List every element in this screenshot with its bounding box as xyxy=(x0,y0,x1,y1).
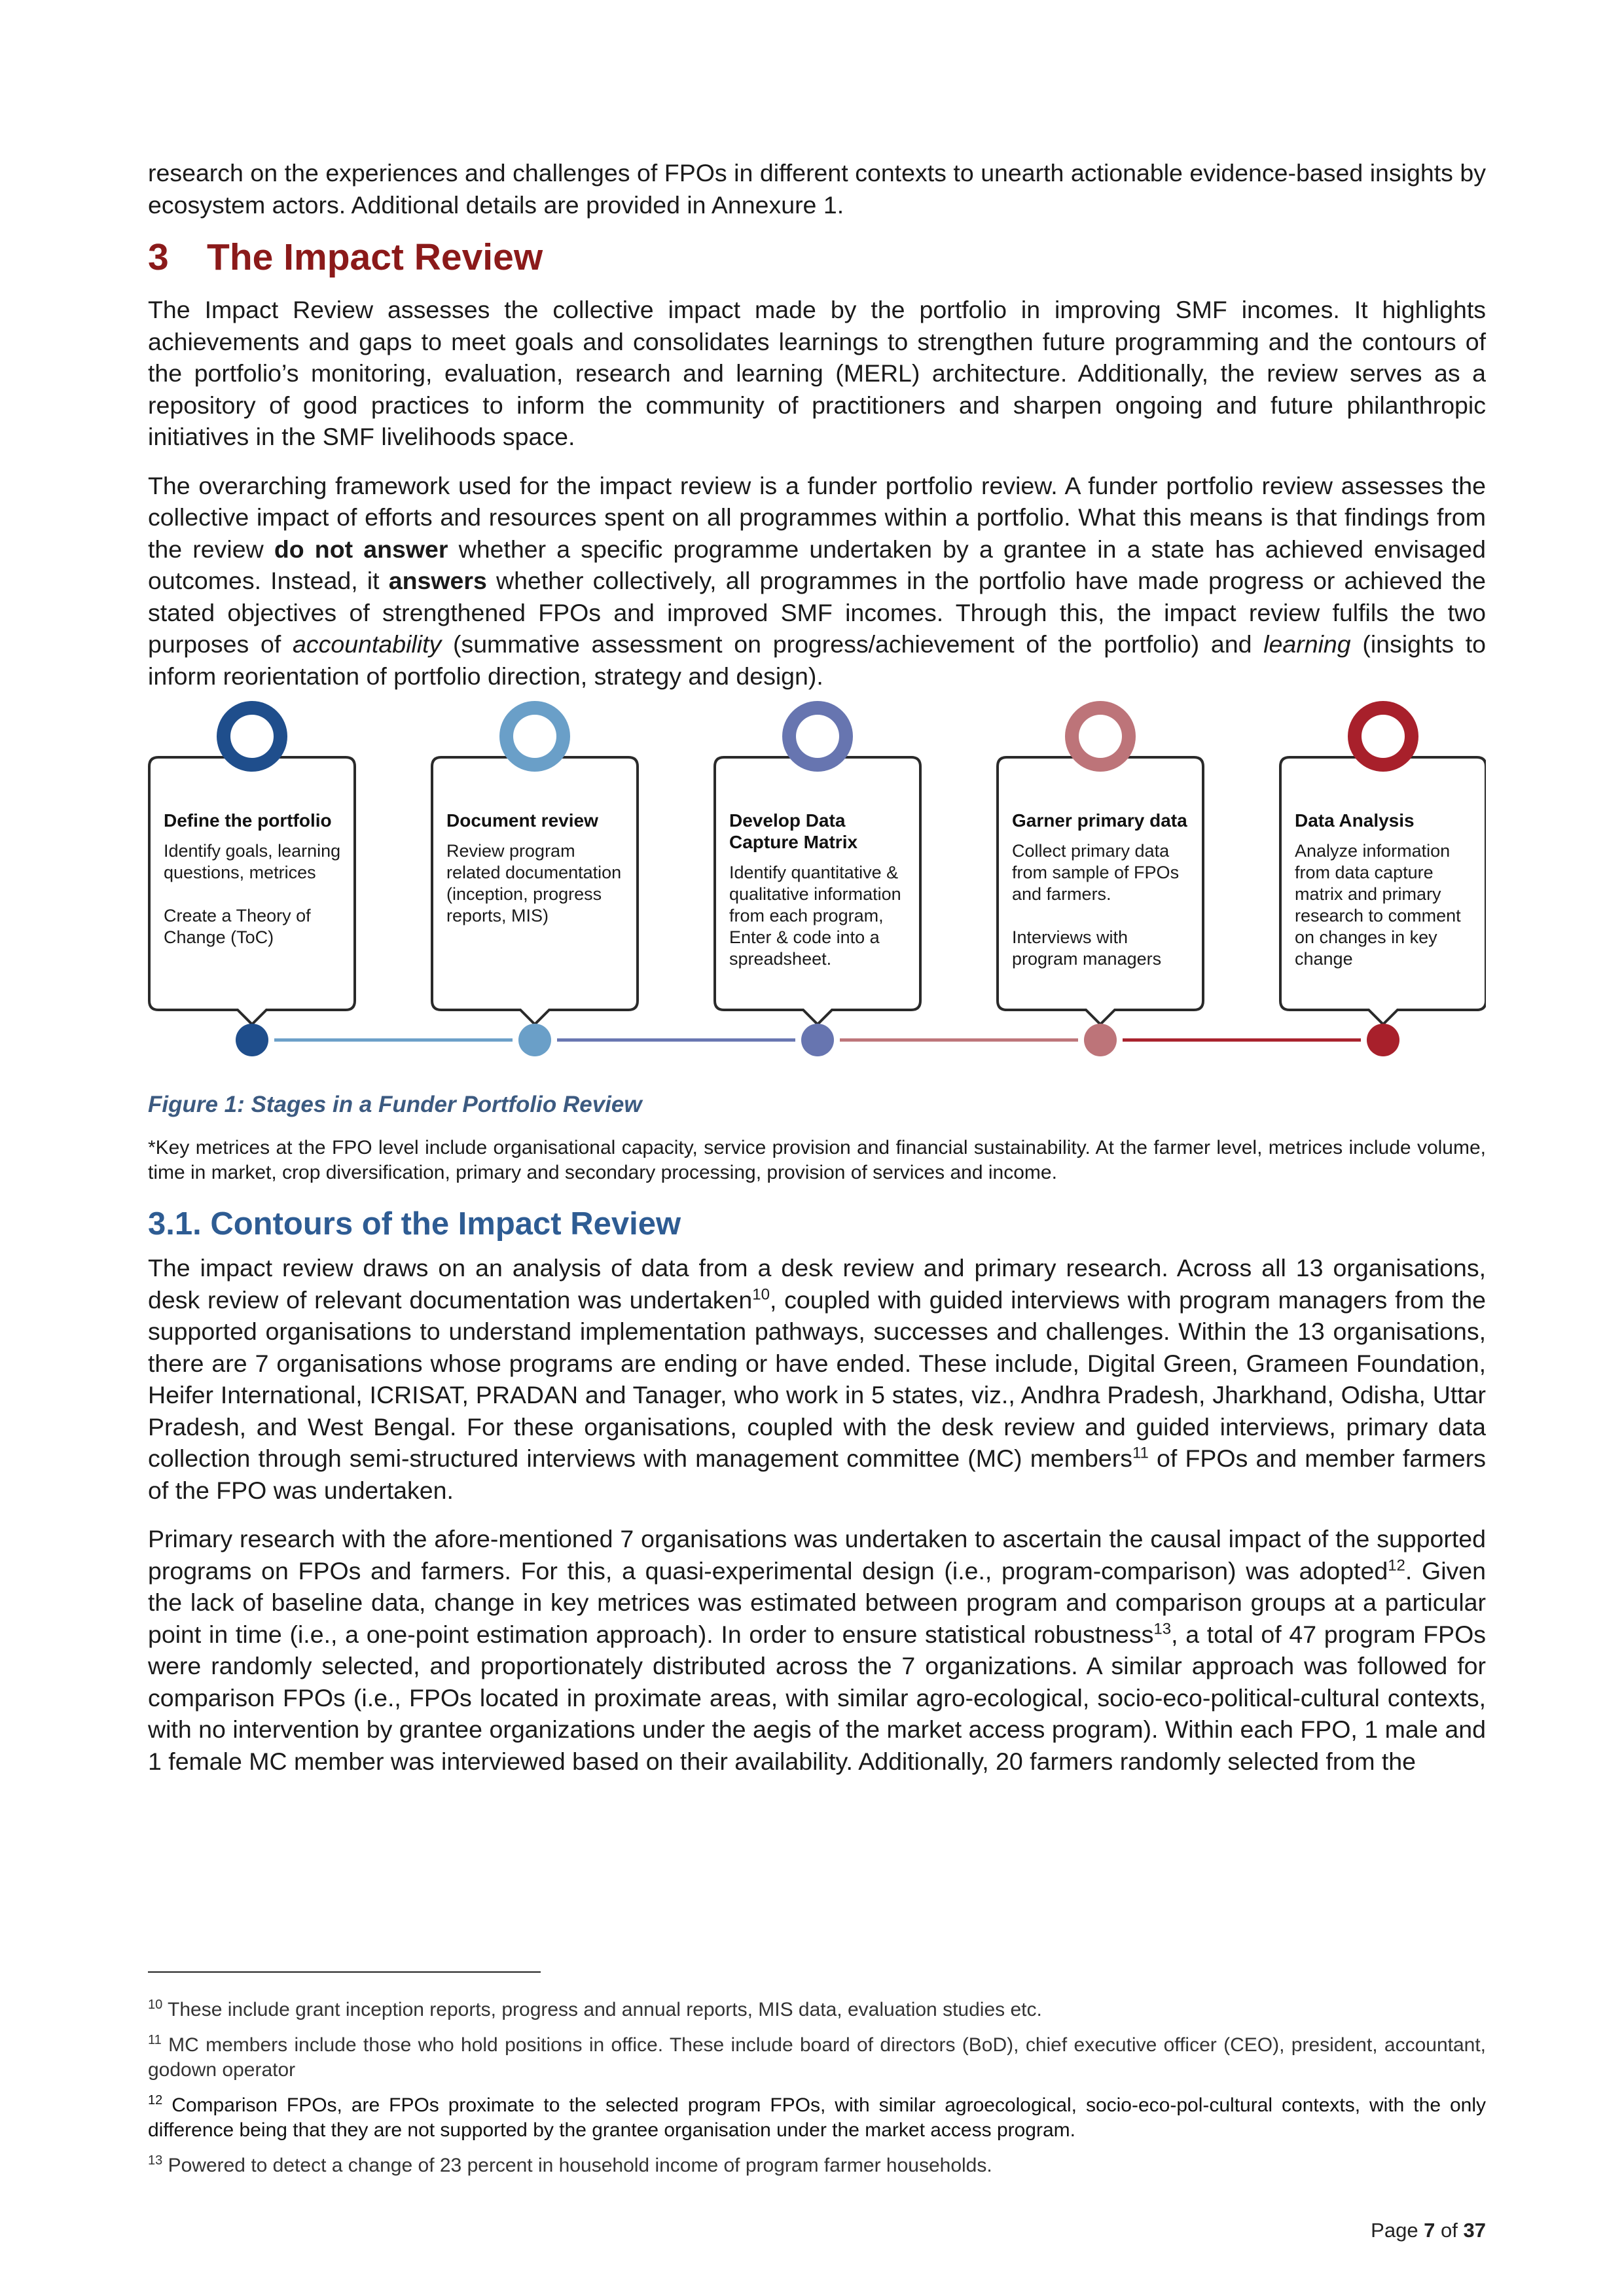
footnote-10: $^{10}$ These include grant inception reports, progress and annual reports, MIS data, evaluation studies etc. xyxy=(148,1998,1042,2020)
stage-box xyxy=(1280,757,1486,1010)
contours-paragraph-1: The impact review draws on an analysis of data from a desk review and primary research. Across all 13 organisations, desk review of relevant documentation was undertaken$^{10}$, coupled with guided interviews with program managers from the supported organisations to understand implementation pathways, successes and challenges. Within the 13 organisations, there are 7 organisations whose programs are ending or have ended. These include, Digital Green, Grameen Foundation, Heifer International, ICRISAT, PRADAN and Tanager, who work in 5 states, viz., Andhra Pradesh, Jharkhand, Odisha, Uttar Pradesh, and West Bengal. For these organisations, coupled with the desk review and guided interviews, primary data collection through semi-structured interviews with management committee (MC) members$^{11}$ of FPOs and member farmers of the FPO was undertaken. xyxy=(148,1254,1486,1504)
stage-box xyxy=(715,757,920,1010)
section-title: The Impact Review xyxy=(207,236,543,278)
emphasis-accountability: accountability xyxy=(293,630,442,658)
figure-caption: Figure 1: Stages in a Funder Portfolio Review xyxy=(148,1092,642,1117)
stage-box xyxy=(998,757,1203,1010)
timeline-dot xyxy=(518,1024,551,1056)
stage-description: Review program related documentation (inception, progress reports, MIS) xyxy=(446,841,622,925)
stage-box xyxy=(432,757,638,1010)
portfolio-review-figure xyxy=(148,698,1486,1078)
section-3-1-heading: 3.1. Contours of the Impact Review xyxy=(148,1206,681,1242)
stage-description: Collect primary data from sample of FPOs and farmers. Interviews with program managers xyxy=(1012,841,1180,969)
footnote-13: $^{13}$ Powered to detect a change of 23 percent in household income of program farmer households. xyxy=(148,2153,992,2176)
timeline-dot xyxy=(1084,1024,1117,1056)
stage-ring-hole xyxy=(1079,715,1122,758)
section-number: 3 xyxy=(148,236,169,278)
emphasis-answers: answers xyxy=(388,567,487,594)
footnote-ref-12: 12 xyxy=(1388,1556,1405,1574)
stage-title: Develop Data Capture Matrix xyxy=(729,810,858,852)
footnote-ref-13: 13 xyxy=(1153,1620,1172,1638)
stage-description: Identify quantitative & qualitative information from each program, Enter & code into a spreadsheet. xyxy=(729,863,901,969)
stage-title: Define the portfolio xyxy=(164,810,332,831)
emphasis-do-not-answer: do not answer xyxy=(274,535,448,563)
footnote-separator xyxy=(148,1971,541,1973)
footnotes xyxy=(148,1998,1486,2189)
stage-box xyxy=(149,757,355,1010)
figure-note: *Key metrices at the FPO level include organisational capacity, service provision and financial sustainability. At the farmer level, metrices include volume, time in market, crop diversification, primary and secondary processing, provision of services and income. xyxy=(148,1137,1486,1183)
stage-description: Identify goals, learning questions, metrices Create a Theory of Change (ToC) xyxy=(164,841,341,947)
section-3-heading xyxy=(148,231,1486,283)
timeline-dot xyxy=(236,1024,268,1056)
footnote-11: $^{11}$ MC members include those who hold positions in office. These include board of directors (BoD), chief executive officer (CEO), president, accountant, godown operator xyxy=(148,2033,1486,2081)
footnote-ref-10: 10 xyxy=(752,1285,770,1303)
stage-title: Garner primary data xyxy=(1012,810,1187,831)
stage-ring-hole xyxy=(796,715,839,758)
contours-paragraph-2: Primary research with the afore-mentioned 7 organisations was undertaken to ascertain the causal impact of the supported programs on FPOs and farmers. For this, a quasi-experimental design (i.e., program-comparison) was adopted$^{12}$. Given the lack of baseline data, change in key metrices was estimated between program and comparison groups at a particular point in time (i.e., a one-point estimation approach). In order to ensure statistical robustness$^{13}$, a total of 47 program FPOs were randomly selected, and proportionately distributed across the 7 organizations. A similar approach was followed for comparison FPOs (i.e., FPOs located in proximate areas, with similar agro-ecological, socio-eco-political-cultural contexts, with no intervention by grantee organizations under the aegis of the market access program). Within each FPO, 1 male and 1 female MC member was interviewed based on their availability. Additionally, 20 farmers randomly selected from the xyxy=(148,1525,1486,1775)
timeline-dot xyxy=(801,1024,834,1056)
impact-review-paragraph-1: The Impact Review assesses the collective impact made by the portfolio in improving SMF incomes. It highlights achievements and gaps to meet goals and consolidates learnings to strengthen future programming and the contours of the portfolio’s monitoring, evaluation, research and learning (MERL) architecture. Additionally, the review serves as a repository of good practices to inform the community of practitioners and sharpen ongoing and future philanthropic initiatives in the SMF livelihoods space. xyxy=(148,296,1486,450)
stage-title: Data Analysis xyxy=(1295,810,1415,831)
stage-ring-hole xyxy=(513,715,556,758)
emphasis-learning: learning xyxy=(1263,630,1351,658)
footnote-ref-11: 11 xyxy=(1132,1444,1149,1462)
stage-description: Analyze information from data capture matrix and primary research to comment on changes in key change xyxy=(1295,841,1461,969)
stage-title: Document review xyxy=(446,810,598,831)
page-number: Page 7 of 37 xyxy=(1371,2219,1486,2242)
intro-paragraph: research on the experiences and challenges of FPOs in different contexts to unearth actionable evidence-based insights by ecosystem actors. Additional details are provided in Annexure 1. xyxy=(148,159,1486,219)
timeline-dot xyxy=(1367,1024,1399,1056)
stage-ring-hole xyxy=(1362,715,1405,758)
impact-review-paragraph-2: The overarching framework used for the impact review is a funder portfolio review. A funder portfolio review assesses the collective impact of efforts and resources spent on all programmes within a portfolio. What this means is that findings from the review do not answer whether a specific programme undertaken by a grantee in a state has achieved envisaged outcomes. Instead, it answers whether collectively, all programmes in the portfolio have made progress or achieved the stated objectives of strengthened FPOs and improved SMF incomes. Through this, the impact review fulfils the two purposes of accountability (summative assessment on progress/achievement of the portfolio) and learning (insights to inform reorientation of portfolio direction, strategy and design). xyxy=(148,471,1487,690)
stage-ring-hole xyxy=(230,715,274,758)
page-body xyxy=(148,157,1486,1794)
footnote-12: $^{12}$ Comparison FPOs, are FPOs proximate to the selected program FPOs, with similar agroecological, socio-eco-pol-cultural contexts, with the only difference being that they are not supported by the grantee organisation under the market access program. xyxy=(148,2093,1486,2141)
